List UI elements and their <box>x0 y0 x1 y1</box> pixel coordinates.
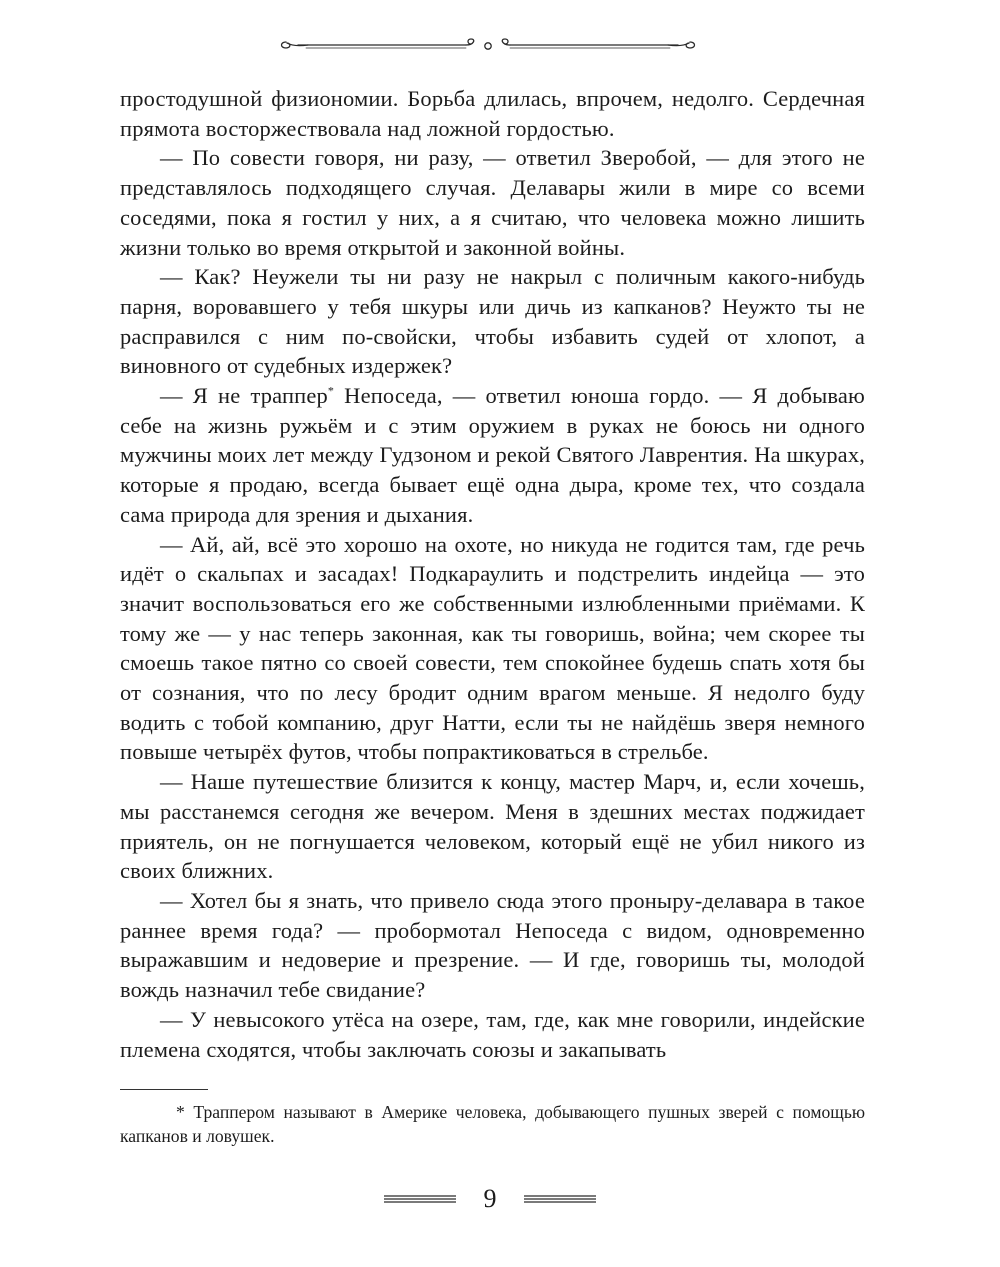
paragraph-with-footnote <box>120 381 865 530</box>
header-flourish-icon <box>278 34 698 56</box>
paragraph: — По совести говоря, ни разу, — ответил Зверобой, — для этого не представлялось подходящего случая. Делавары жили в мире со всеми соседями, пока я гостил у них, а я считаю, что человека можно лишить жизни только во время открытой и законной войны. <box>120 145 865 260</box>
paragraph: — Наше путешествие близится к концу, мастер Марч, и, если хочешь, мы расстанемся сегодня же вечером. Меня в здешних местах поджидает приятель, он не погнушается человеком, который ещё не убил никого из своих ближних. <box>120 769 865 884</box>
footnote-text: * Траппером называют в Америке человека, добывающего пушных зверей с помощью капканов и ловушек. <box>120 1102 865 1146</box>
footnote-mark: * <box>327 383 335 398</box>
page-number: 9 <box>483 1184 497 1213</box>
body-text <box>120 84 865 1064</box>
footnote-divider <box>120 1089 208 1090</box>
paragraph: — У невысокого утёса на озере, там, где, как мне говорили, индейские племена сходятся, чтобы заключать союзы и закапывать <box>120 1006 865 1062</box>
footer-double-rule-icon <box>384 1194 456 1204</box>
paragraph: простодушной физиономии. Борьба длилась, впрочем, недолго. Сердечная прямота восторжествовала над ложной гордостью. <box>120 86 865 141</box>
page-footer <box>0 1180 1000 1220</box>
footnote <box>120 1100 865 1148</box>
paragraph: — Ай, ай, всё это хорошо на охоте, но никуда не годится там, где речь идёт о скальпах и засадах! Подкараулить и подстрелить индейца — это значит воспользоваться его же собственными излюбленными приёмами. К тому же — у нас теперь законная, как ты говоришь, война; чем скорее ты смоешь такое пятно со своей совести, тем спокойнее будешь спать хотя бы от сознания, что по лесу бродит одним врагом меньше. Я недолго буду водить с тобой компанию, друг Натти, если ты не найдёшь зверя немного повыше четырёх футов, чтобы попрактиковаться в стрельбе. <box>120 531 865 765</box>
paragraph-text: — Я не траппер <box>160 383 328 409</box>
paragraph: — Как? Неужели ты ни разу не накрыл с поличным какого-нибудь парня, воровавшего у тебя шкуры или дичь из капканов? Неужто ты не расправился с ним по-свойски, чтобы избавить судей от хлопот, а виновного от судебных издержек? <box>120 264 865 379</box>
paragraph-text: Непоседа, — ответил юноша гордо. — Я добываю себе на жизнь ружьём и с этим оружием в руках не боюсь ни одного мужчины моих лет между Гудзоном и рекой Святого Лаврентия. На шкурах, которые я продаю, всегда бывает ещё одна дыра, кроме тех, что создала сама природа для зрения и дыхания. <box>120 383 865 527</box>
paragraph: — Хотел бы я знать, что привело сюда этого проныру-делавара в такое раннее время года? — пробормотал Непоседа с видом, одновременно выражавшим и недоверие и презрение. — И где, говоришь ты, молодой вождь назначил тебе свидание? <box>120 887 865 1003</box>
footer-double-rule-icon <box>524 1194 596 1204</box>
